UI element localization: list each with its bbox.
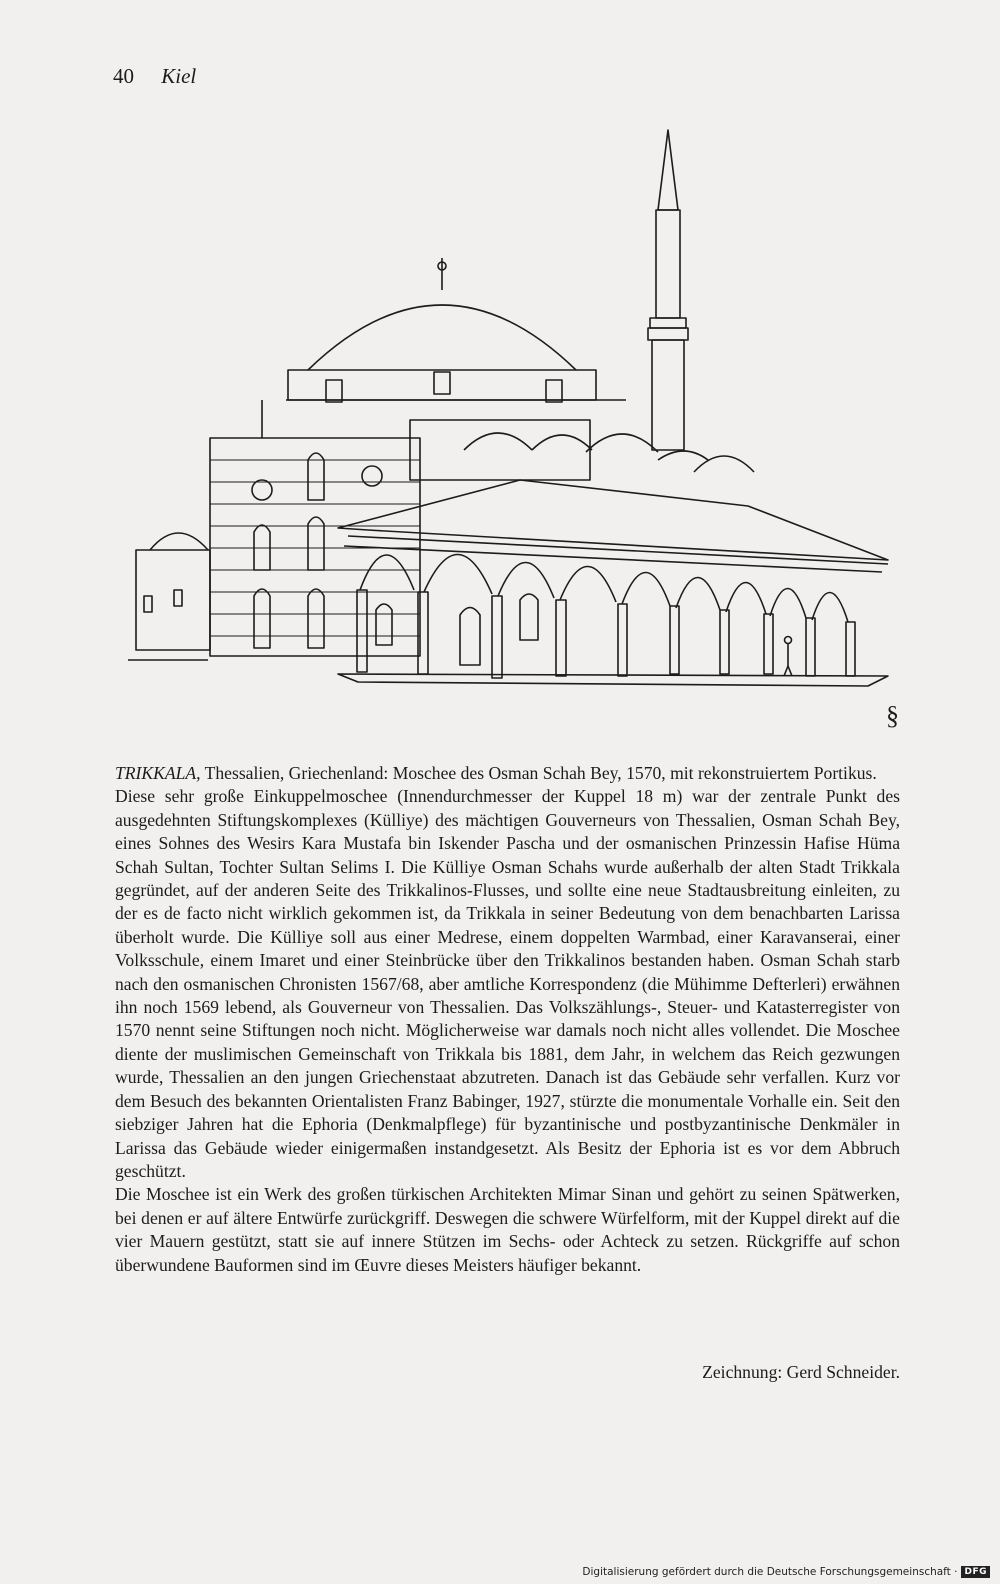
caption-paragraph-2: Die Moschee ist ein Werk des großen türkischen Architekten Mimar Sinan und gehört zu seinen Spätwerken, bei denen er auf ältere Entwürfe zurückgriff. Deswegen die schwere Würfelform, mit der Kuppel direkt auf die vier Mauern gestützt, statt sie auf innere Stützen im Sechs- oder Achteck zu setzen. Rückgriffe auf schon überwundene Bauformen sind im Œuvre dieses Meisters häufiger bekannt. [115,1184,900,1275]
page-number: 40 [113,64,134,88]
footer-text: Digitalisierung gefördert durch die Deutsche Forschungsgemeinschaft · [582,1566,958,1578]
mosque-drawing [128,120,918,740]
footer-note [582,1566,990,1578]
artist-signature: § [886,701,899,730]
running-head-author: Kiel [161,64,197,88]
drawing-credit: Zeichnung: Gerd Schneider. [702,1362,900,1382]
caption-paragraph-1: Diese sehr große Einkuppelmoschee (Innendurchmesser der Kuppel 18 m) war der zentrale Punkt des ausgedehnten Stiftungskomplexes (Külliye) des mächtigen Gouverneurs von Thessalien, Osman Schah Bey, eines Sohnes des Wesirs Kara Mustafa bin Iskender Pascha und der osmanischen Prinzessin Hafise Hüma Schah Sultan, Tochter Sultan Selims I. Die Külliye Osman Schahs wurde außerhalb der alten Stadt Trikkala gegründet, auf der anderen Seite des Trikkalinos-Flusses, und sollte eine neue Stadtausbreitung einleiten, zu der es de facto nicht wirklich gekommen ist, da Trikkala in seiner Bedeutung von dem benachbarten Larissa überholt wurde. Die Külliye soll aus einer Medrese, einem doppelten Warmbad, einer Karavanserai, einer Volksschule, einem Imaret und einer Steinbrücke über den Trikkalinos bestanden haben. Osman Schah starb nach den osmanischen Chronisten 1567/68, aber amtliche Korrespondenz (die Mühimme Defterleri) erwähnen ihn noch 1569 lebend, als Gouverneur von Thessalien. Das Volkszählungs-, Steuer- und Katasterregister von 1570 nennt seine Stiftungen noch nicht. Möglicherweise war damals noch nicht alles vollendet. Die Moschee diente der muslimischen Gemeinschaft von Trikkala bis 1881, dem Jahr, in welchem das Reich gezwungen wurde, Thessalien an den jungen Griechenstaat abzutreten. Danach ist das Gebäude sehr verfallen. Kurz vor dem Besuch des bekannten Orientalisten Franz Babinger, 1927, stürzte die monumentale Vorhalle ein. Seit den siebziger Jahren hat die Ephoria (Denkmalpflege) für byzantinische und postbyzantinische Denkmäler in Larissa das Gebäude wieder einigermaßen instandgesetzt. Als Besitz der Ephoria ist es vor dem Abbruch geschützt. [115,786,900,1181]
caption [115,762,900,1277]
caption-title [115,762,900,785]
caption-title-rest: Thessalien, Griechenland: Moschee des Osman Schah Bey, 1570, mit rekonstruiertem Portikus. [200,763,877,783]
page-header [113,64,196,89]
dfg-logo: DFG [961,1566,990,1578]
caption-place: TRIKKALA, [115,763,201,783]
